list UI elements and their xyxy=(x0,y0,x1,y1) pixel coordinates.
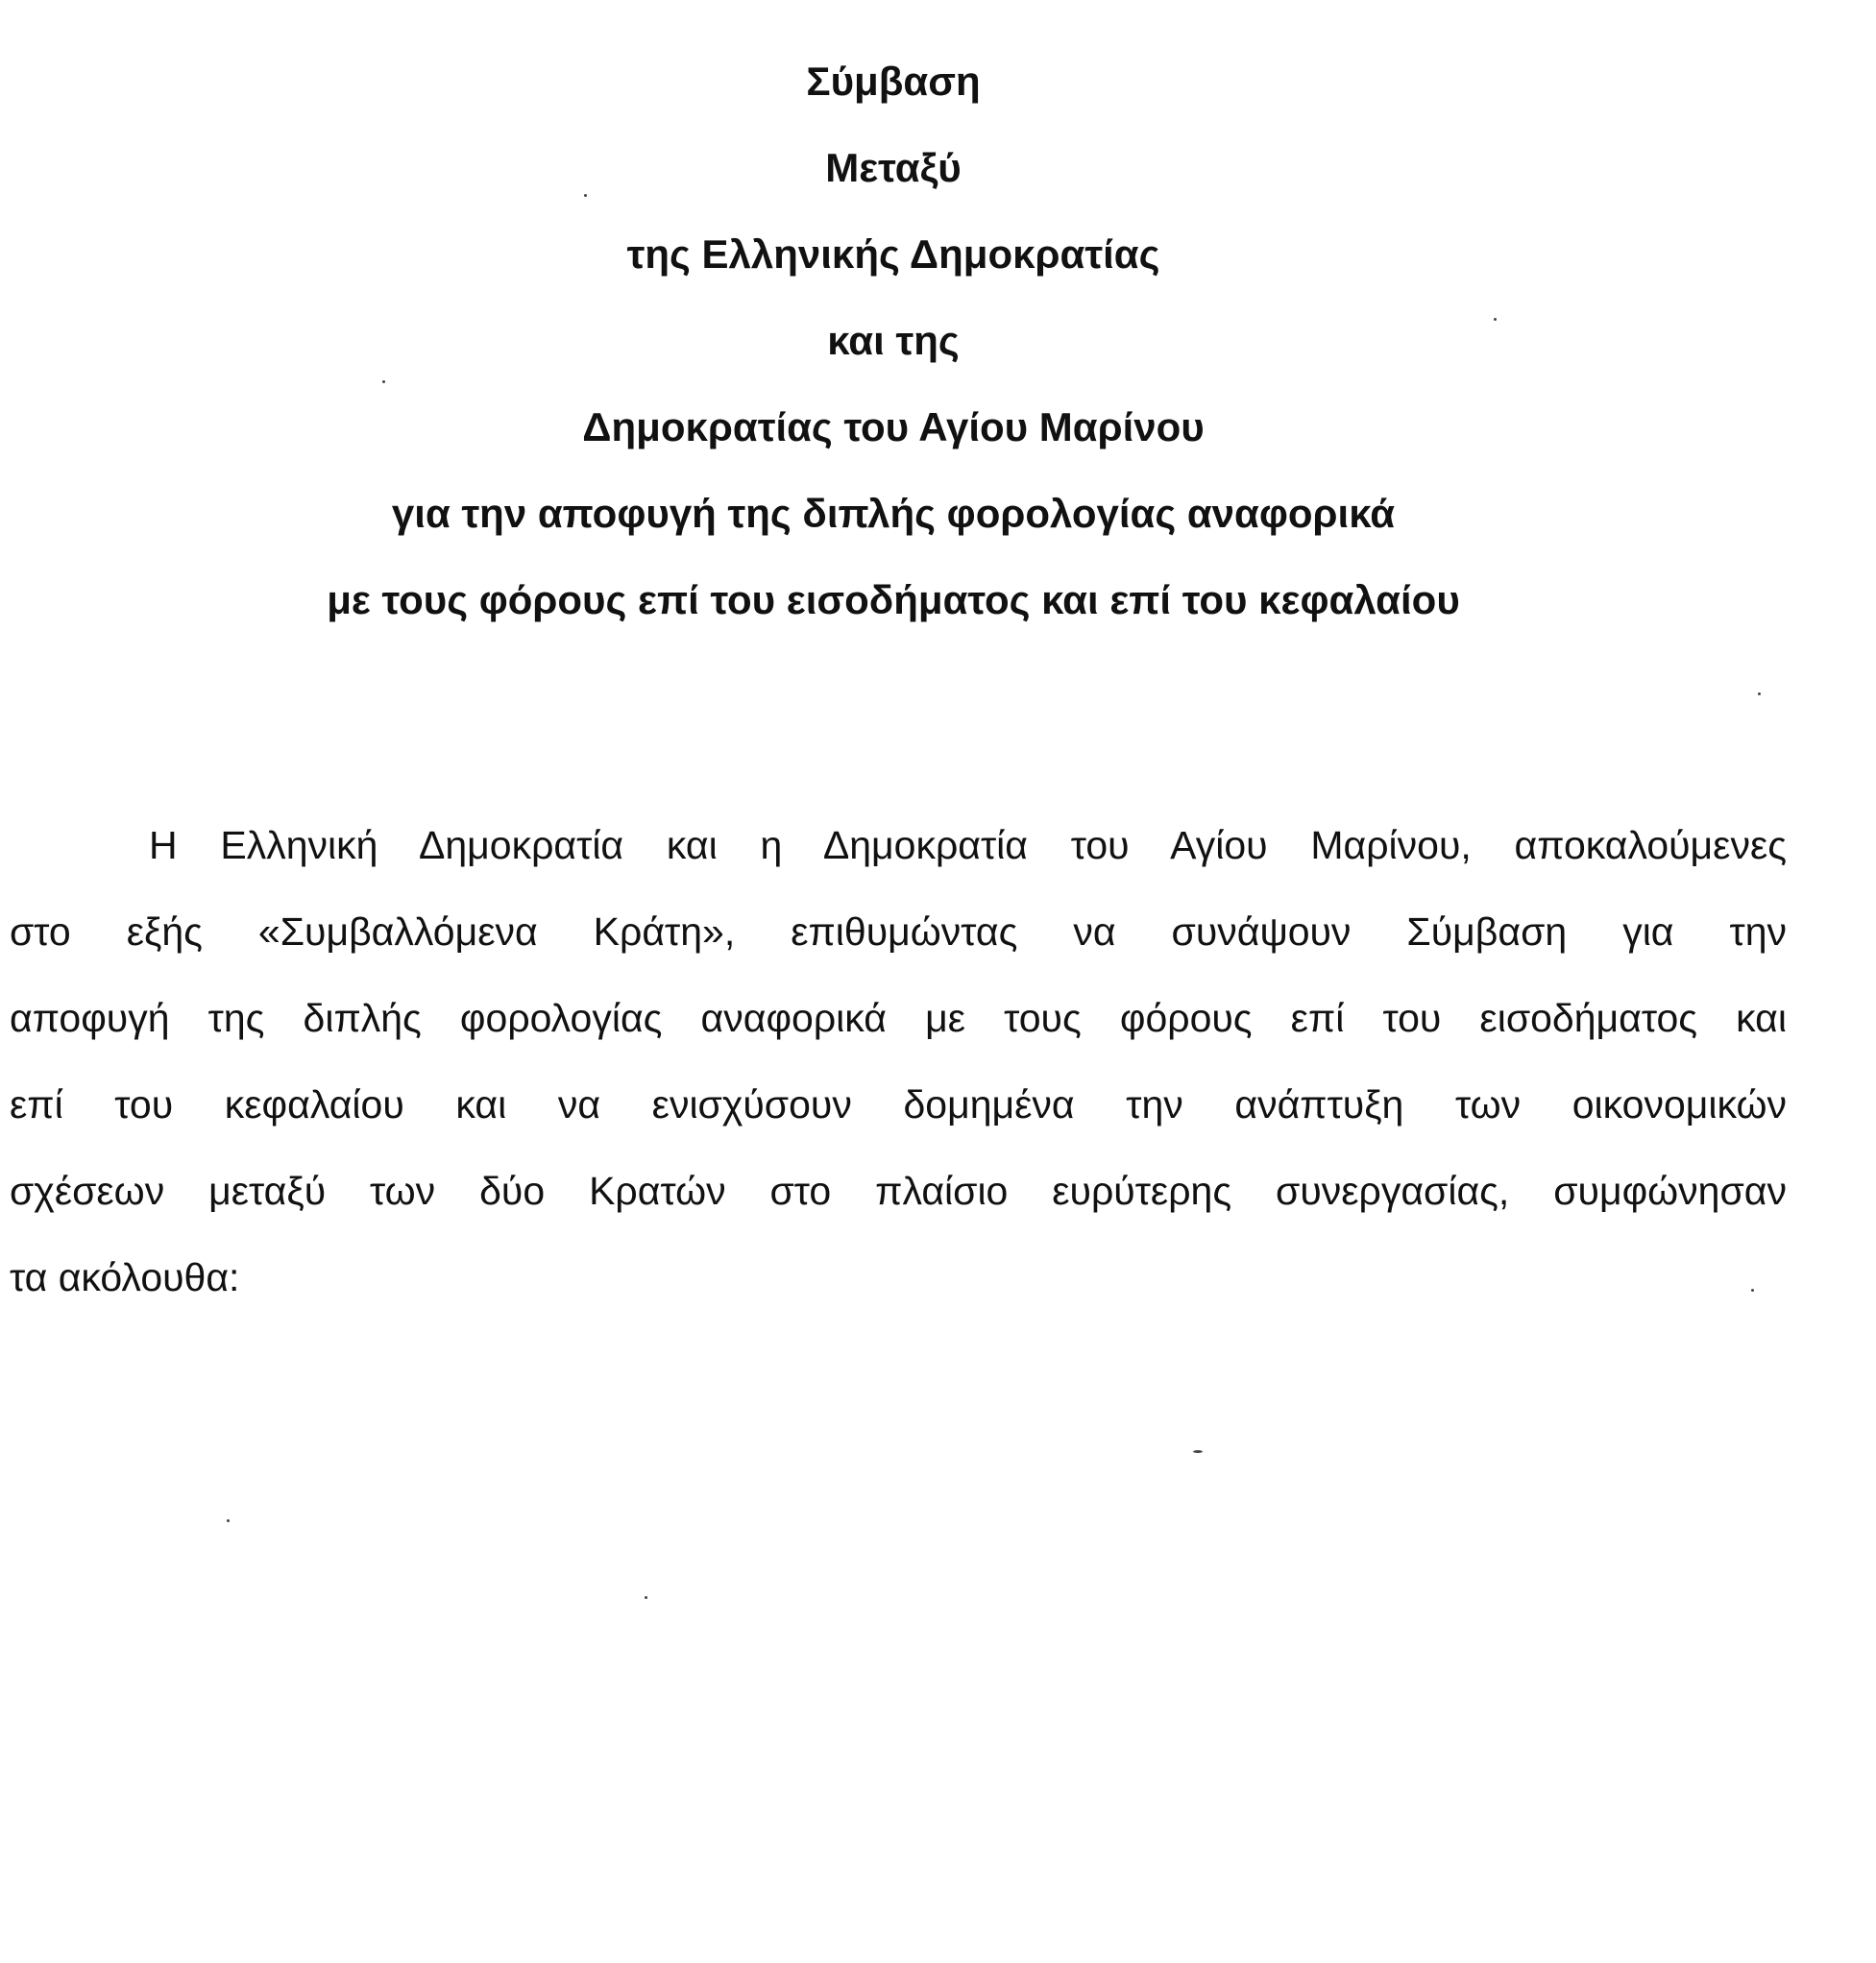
title-line-hellenic-republic: της Ελληνικής Δημοκρατίας xyxy=(626,231,1160,277)
scan-speck xyxy=(382,380,385,383)
scan-speck xyxy=(1751,1289,1754,1292)
title-line-and: και της xyxy=(827,318,960,363)
scan-speck xyxy=(227,1519,230,1522)
scan-speck xyxy=(645,1596,647,1599)
preamble-line: στο εξής «Συμβαλλόμενα Κράτη», επιθυμώντας να συνάψουν Σύμβαση για την xyxy=(10,909,1787,954)
preamble-line: Η Ελληνική Δημοκρατία και η Δημοκρατία του Αγίου Μαρίνου, αποκαλούμενες xyxy=(149,823,1787,867)
scan-speck xyxy=(1758,692,1761,695)
title-line-san-marino: Δημοκρατίας του Αγίου Μαρίνου xyxy=(582,404,1205,449)
preamble-line: σχέσεων μεταξύ των δύο Κρατών στο πλαίσιο ευρύτερης συνεργασίας, συμφώνησαν xyxy=(10,1169,1787,1213)
title-line-between: Μεταξύ xyxy=(825,145,962,190)
preamble-line: αποφυγή της διπλής φορολογίας αναφορικά με τους φόρους επί του εισοδήματος και xyxy=(10,996,1787,1040)
preamble-line: επί του κεφαλαίου και να ενισχύσουν δομημένα την ανάπτυξη των οικονομικών xyxy=(10,1082,1787,1127)
scan-speck xyxy=(1193,1450,1203,1453)
preamble-paragraph xyxy=(10,802,1787,1321)
title-line-avoidance: για την αποφυγή της διπλής φορολογίας αναφορικά xyxy=(391,491,1396,536)
document-title xyxy=(0,38,1787,643)
scan-speck xyxy=(584,194,587,197)
preamble-line: τα ακόλουθα: xyxy=(10,1255,240,1299)
title-line-taxes: με τους φόρους επί του εισοδήματος και επί του κεφαλαίου xyxy=(327,577,1460,622)
title-line-convention: Σύμβαση xyxy=(806,59,981,104)
scan-speck xyxy=(1494,318,1497,321)
